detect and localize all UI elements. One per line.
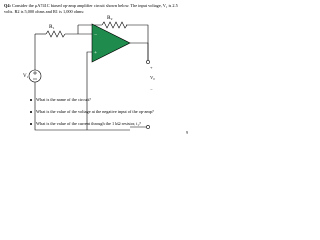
question-list (30, 97, 196, 133)
question-body: Consider the μA741C biased op-amp amplifier circuit shown below. The input voltage, V₁ is 2.5 volts. R2 is 5,000 ohms and R1 is 1,000 ohms: (4, 3, 178, 14)
r1-resistor (46, 31, 65, 37)
list-item: What is the value of the current through the 1 kΩ resistor, i₁? (30, 121, 196, 133)
output-voltage-label: V₀ (150, 75, 155, 80)
r2-label: R₂ (107, 15, 113, 21)
source-label: V₁ (23, 74, 29, 79)
r1-label: R₁ (49, 24, 55, 30)
output-plus-label: + (150, 65, 153, 70)
op-amp-triangle (92, 24, 130, 62)
op-amp-plus-label: + (94, 50, 98, 56)
r2-resistor (102, 22, 127, 28)
output-wire (130, 43, 148, 60)
question-label: Q4: (4, 3, 11, 8)
list-item: What is the name of the circuit? (30, 97, 196, 109)
op-amp-minus-label: − (94, 32, 98, 38)
page-number: 9 (186, 130, 188, 135)
output-terminal-top (146, 60, 149, 63)
output-minus-label: − (150, 87, 153, 92)
source-plus-mark (33, 71, 37, 75)
list-item: What is the value of the voltage at the negative input of the op-amp? (30, 109, 196, 121)
